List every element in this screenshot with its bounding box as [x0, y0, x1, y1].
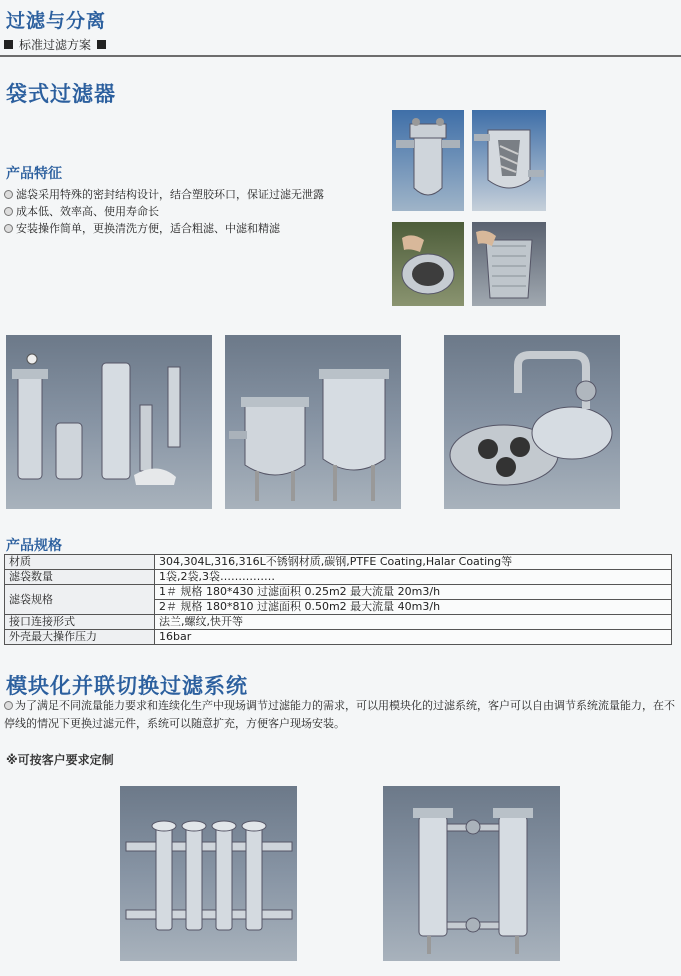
- modular-title: 模块化并联切换过滤系统: [6, 674, 248, 698]
- feature-list: [4, 186, 374, 237]
- spec-label: 材质: [5, 555, 155, 570]
- header-divider: [0, 55, 681, 57]
- photo-seal-ring: [392, 222, 464, 306]
- spec-value: 法兰,螺纹,快开等: [155, 615, 672, 630]
- page-title: 过滤与分离: [6, 10, 107, 32]
- circle-bullet-icon: [4, 224, 13, 233]
- table-row: [5, 615, 672, 630]
- feature-item: 滤袋采用特殊的密封结构设计，结合塑胶环口，保证过滤无泄露: [4, 186, 374, 203]
- spec-label: 滤袋数量: [5, 570, 155, 585]
- feature-item: 成本低、效率高、使用寿命长: [4, 203, 374, 220]
- spec-value: 2＃ 规格 180*810 过滤面积 0.50m2 最大流量 40m3/h: [155, 600, 672, 615]
- spec-label: 滤袋规格: [5, 585, 155, 615]
- spec-label: 接口连接形式: [5, 615, 155, 630]
- table-row: [5, 570, 672, 585]
- spec-value: 1袋,2袋,3袋……………: [155, 570, 672, 585]
- spec-value: 16bar: [155, 630, 672, 645]
- table-row: [5, 555, 672, 570]
- photo-multi-bag-filters: [225, 335, 401, 509]
- circle-bullet-icon: [4, 701, 13, 710]
- spec-value: 1＃ 规格 180*430 过滤面积 0.25m2 最大流量 20m3/h: [155, 585, 672, 600]
- square-bullet-icon: [97, 40, 106, 49]
- photo-single-bag-filters: [6, 335, 212, 509]
- spec-value: 304,304L,316,316L不锈钢材质,碳钢,PTFE Coating,Halar Coating等: [155, 555, 672, 570]
- features-title: 产品特征: [6, 166, 62, 182]
- bag-filter-title: 袋式过滤器: [6, 82, 116, 106]
- circle-bullet-icon: [4, 207, 13, 216]
- custom-note: ※可按客户要求定制: [6, 753, 114, 767]
- spec-label: 外壳最大操作压力: [5, 630, 155, 645]
- specs-title: 产品规格: [6, 538, 62, 554]
- photo-duplex-filter-system: [383, 786, 560, 961]
- feature-item: 安装操作简单，更换清洗方便，适合粗滤、中滤和精滤: [4, 220, 374, 237]
- photo-filter-cutaway: [472, 110, 546, 211]
- photo-parallel-filter-system: [120, 786, 297, 961]
- photo-filter-basket: [472, 222, 546, 306]
- subtitle-text: 标准过滤方案: [19, 38, 92, 52]
- modular-description: 为了满足不同流量能力要求和连续化生产中现场调节过滤能力的需求，可以用模块化的过滤系统，客户可以自由调节系统流量能力，在不停线的情况下更换过滤元件，系统可以随意扩充，方便客户现场安装。: [4, 699, 675, 730]
- photo-open-multi-bag-filter: [444, 335, 620, 509]
- spec-table: [4, 554, 672, 645]
- table-row: [5, 585, 672, 600]
- photo-filter-housing: [392, 110, 464, 211]
- table-row: [5, 630, 672, 645]
- page-subtitle: [4, 36, 106, 53]
- square-bullet-icon: [4, 40, 13, 49]
- circle-bullet-icon: [4, 190, 13, 199]
